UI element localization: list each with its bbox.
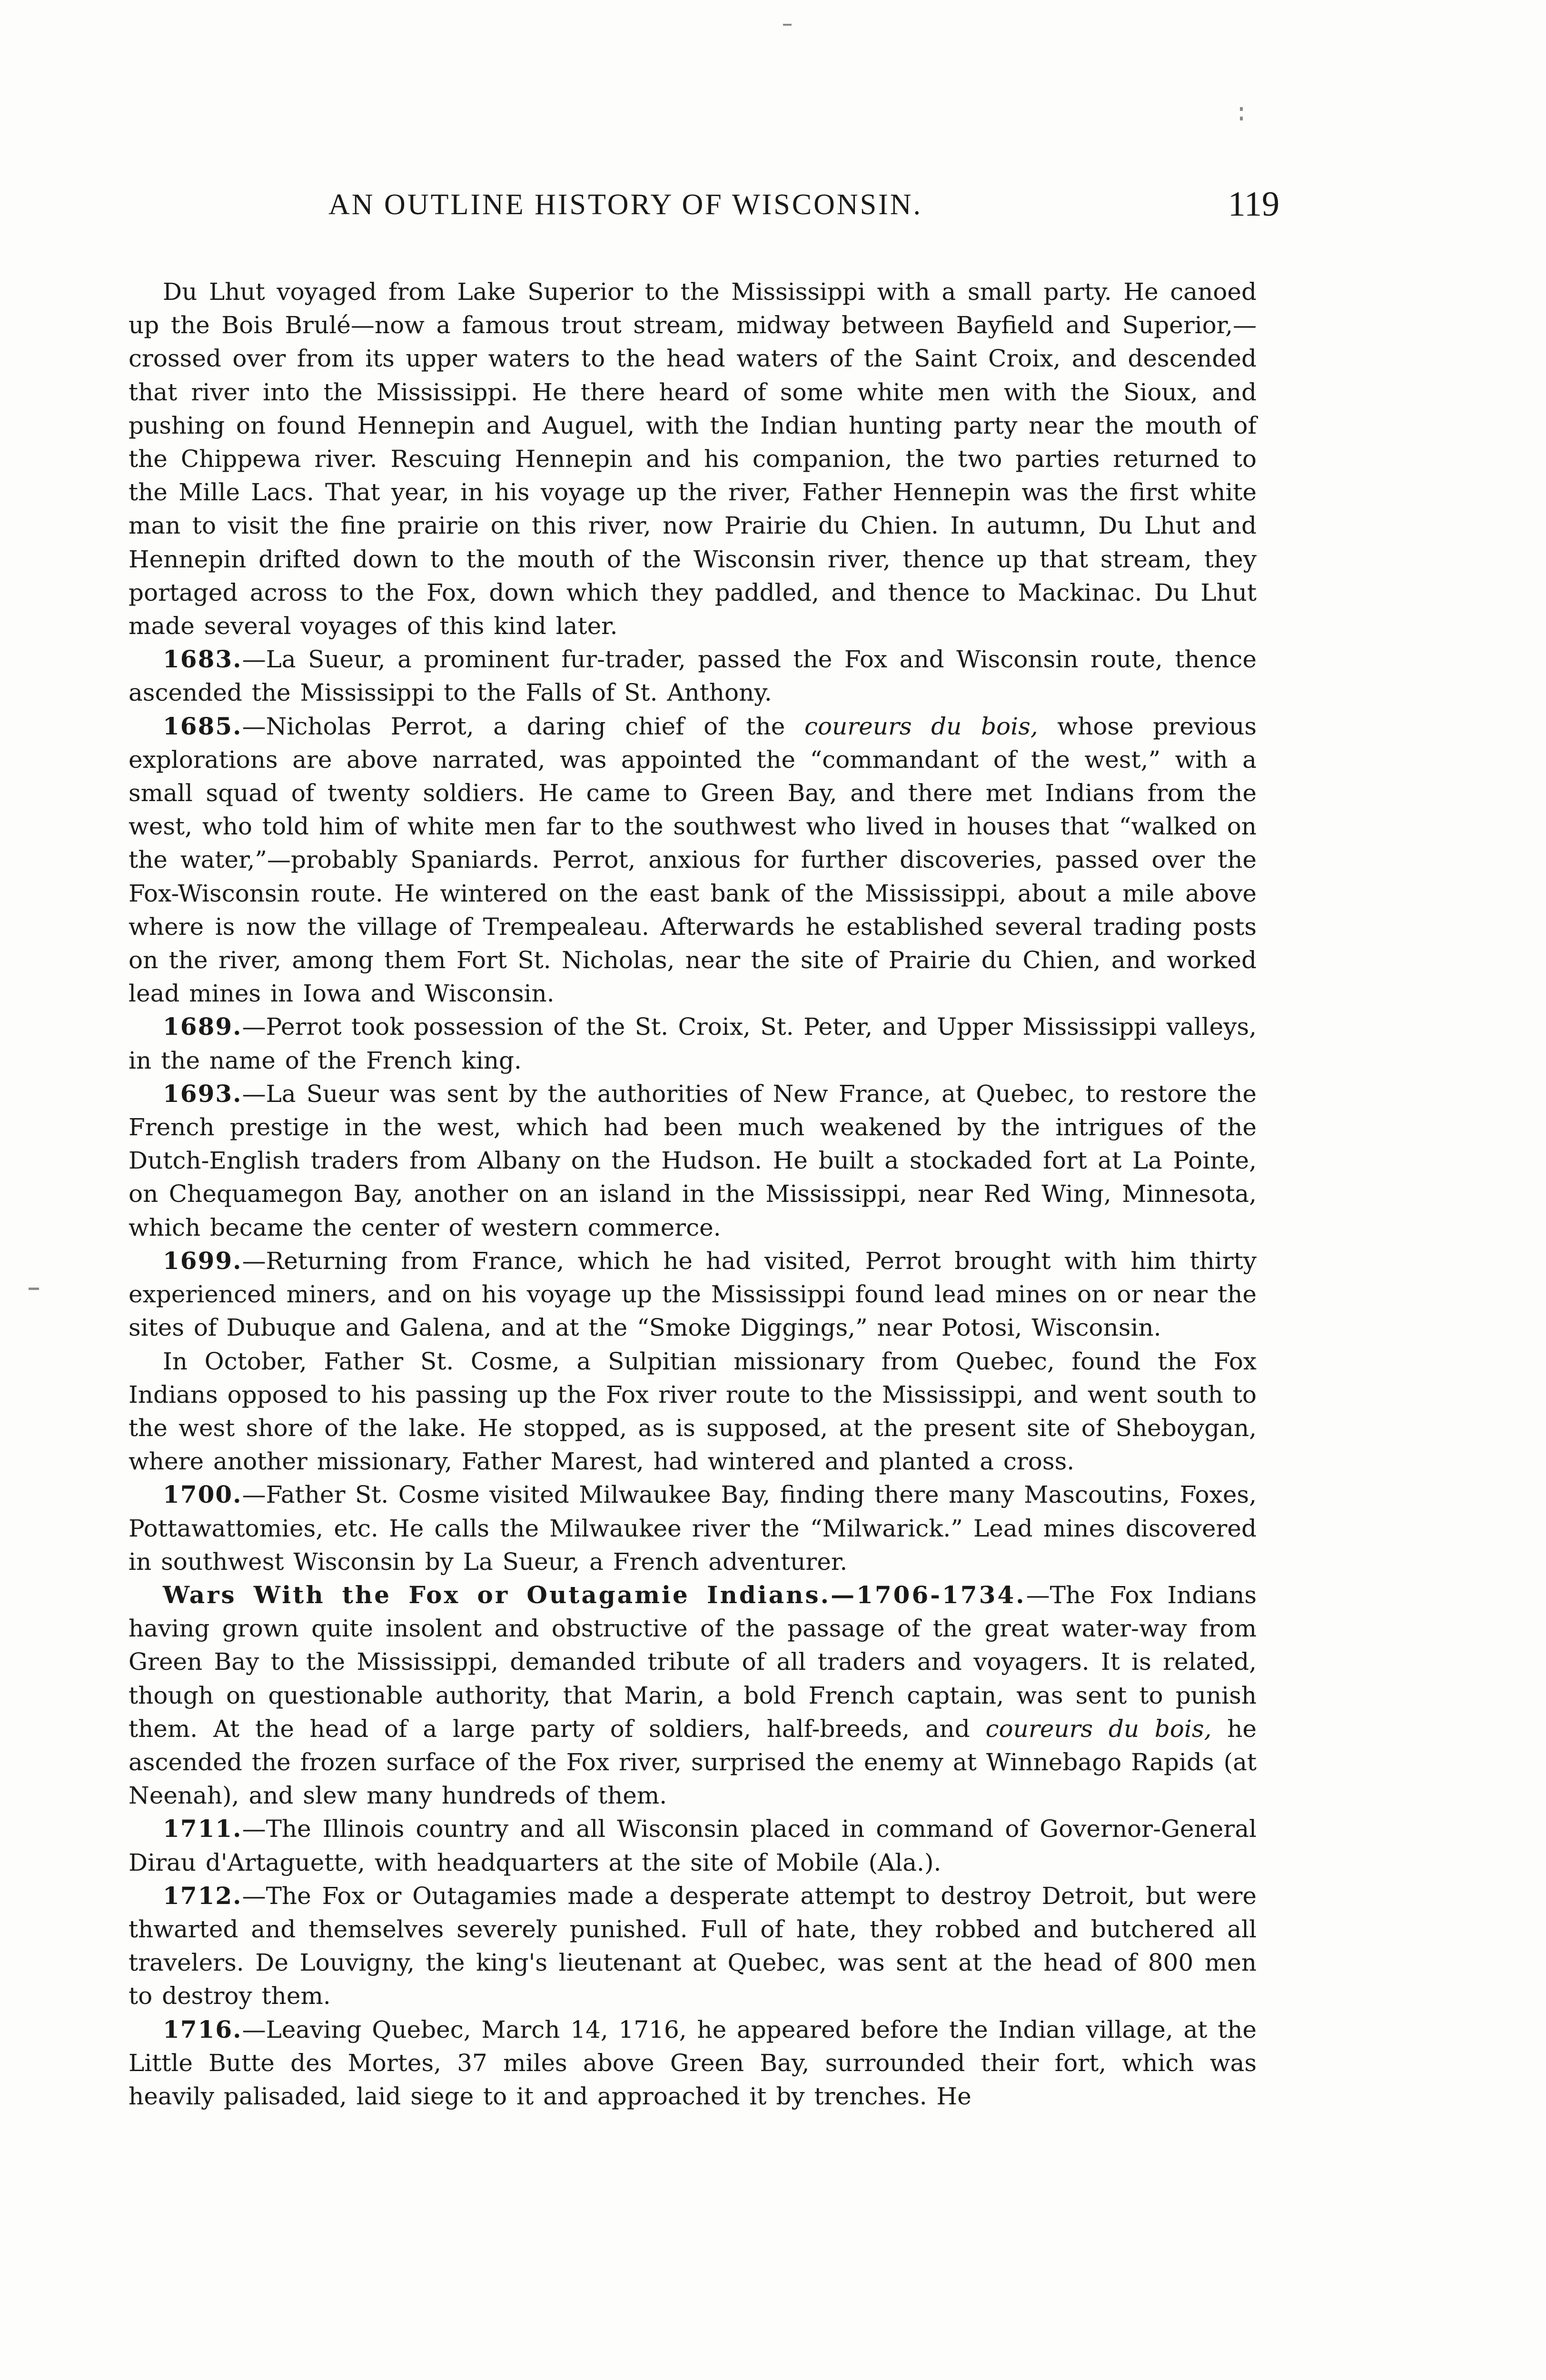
scan-speck	[1240, 107, 1243, 111]
paragraph-text: —La Sueur was sent by the authorities of New France, at Quebec, to restore the French prestige in the west, which had been much weakened by the intrigues of the Dutch-English traders from Albany on the Hudson. He built a stockaded fort at La Pointe, on Chequamegon Bay, another on an island in the Mississippi, near Red Wing, Minnesota, which became the center of western commerce.	[129, 1080, 1257, 1241]
paragraph-text: —La Sueur, a prominent fur-trader, passed the Fox and Wisconsin route, thence ascended the Mississippi to the Falls of St. Anthony.	[129, 645, 1257, 707]
paragraph-text: Du Lhut voyaged from Lake Superior to the Mississippi with a small party. He canoed up the Bois Brulé—now a famous trout stream, midway between Bayfield and Superior,—crossed over from its upper waters to the head waters of the Saint Croix, and descended that river into the Mississippi. He there heard of some white men with the Sioux, and pushing on found Hennepin and Auguel, with the Indian hunting party near the mouth of the Chippewa river. Rescuing Hennepin and his companion, the two parties returned to the Mille Lacs. That year, in his voyage up the river, Father Hennepin was the first white man to visit the fine prairie on this river, now Prairie du Chien. In autumn, Du Lhut and Hennepin drifted down to the mouth of the Wisconsin river, thence up that stream, they portaged across to the Fox, down which they paddled, and thence to Mackinac. Du Lhut made several voyages of this kind later.	[129, 278, 1257, 640]
paragraph-text: —Perrot took possession of the St. Croix, St. Peter, and Upper Mississippi valleys, in the name of the French king.	[129, 1013, 1257, 1074]
body-text	[129, 275, 1257, 2113]
italic-phrase: coureurs du bois,	[985, 1715, 1212, 1743]
paragraph-text: —The Fox Indians having grown quite insolent and obstructive of the passage of the great water-way from Green Bay to the Mississippi, demanded tribute of all traders and voyagers. It is related, though on questionable authority, that Marin, a bold French captain, was sent to punish them. At the head of a large party of soldiers, half-breeds, and	[129, 1581, 1257, 1743]
paragraph-1693	[129, 1077, 1257, 1244]
paragraph-1699	[129, 1244, 1257, 1345]
year-heading: 1683.	[163, 645, 242, 674]
paragraph-text: —Leaving Quebec, March 14, 1716, he appeared before the Indian village, at the Little Butte des Mortes, 37 miles above Green Bay, surrounded their fort, which was heavily palisaded, laid siege to it and approached it by trenches. He	[129, 2015, 1257, 2110]
paragraph-du-lhut-voyage	[129, 275, 1257, 643]
page-number: 119	[1228, 185, 1279, 224]
year-heading: 1699.	[163, 1246, 242, 1275]
year-heading: 1685.	[163, 712, 242, 740]
paragraph-1685	[129, 710, 1257, 1011]
year-heading: 1716.	[163, 2015, 242, 2043]
year-heading: 1689.	[163, 1012, 242, 1041]
paragraph-fox-wars	[129, 1578, 1257, 1812]
year-heading: 1693.	[163, 1079, 242, 1108]
paragraph-text: In October, Father St. Cosme, a Sulpitian missionary from Quebec, found the Fox Indians opposed to his passing up the Fox river route to the Mississippi, and went south to the west shore of the lake. He stopped, as is supposed, at the present site of Sheboygan, where another missionary, Father Marest, had wintered and planted a cross.	[129, 1347, 1257, 1476]
section-heading: Wars With the Fox or Outagamie Indians.—1706-1734.	[163, 1580, 1026, 1609]
paragraph-st-cosme	[129, 1345, 1257, 1478]
paragraph-text: —Father St. Cosme visited Milwaukee Bay, finding there many Mascoutins, Foxes, Pottawattomies, etc. He calls the Milwaukee river the “Milwarick.” Lead mines discovered in southwest Wisconsin by La Sueur, a French adventurer.	[129, 1481, 1257, 1576]
scan-speck	[783, 24, 792, 26]
paragraph-1716	[129, 2013, 1257, 2113]
paragraph-text: —Returning from France, which he had visited, Perrot brought with him thirty experienced miners, and on his voyage up the Mississippi found lead mines on or near the sites of Dubuque and Galena, and at the “Smoke Diggings,” near Potosi, Wisconsin.	[129, 1247, 1257, 1342]
paragraph-text-continued: he ascended the frozen surface of the Fox river, surprised the enemy at Winnebago Rapids (at Neenah), and slew many hundreds of them.	[129, 1715, 1257, 1810]
italic-phrase: coureurs du bois,	[804, 712, 1038, 740]
paragraph-text: —Nicholas Perrot, a daring chief of the	[242, 712, 804, 740]
year-heading: 1712.	[163, 1881, 242, 1910]
paragraph-1700	[129, 1478, 1257, 1578]
paragraph-text-continued: whose previous explorations are above narrated, was appointed the “commandant of the west,” with a small squad of twenty soldiers. He came to Green Bay, and there met Indians from the west, who told him of white men far to the southwest who lived in houses that “walked on the water,”—probably Spaniards. Perrot, anxious for further discoveries, passed over the Fox-Wisconsin route. He wintered on the east bank of the Mississippi, about a mile above where is now the village of Trempealeau. Afterwards he established several trading posts on the river, among them Fort St. Nicholas, near the site of Prairie du Chien, and worked lead mines in Iowa and Wisconsin.	[129, 712, 1257, 1008]
paragraph-text: —The Fox or Outagamies made a desperate attempt to destroy Detroit, but were thwarted and themselves severely punished. Full of hate, they robbed and butchered all travelers. De Louvigny, the king's lieutenant at Quebec, was sent at the head of 800 men to destroy them.	[129, 1882, 1257, 2010]
running-head-title: AN OUTLINE HISTORY OF WISCONSIN.	[328, 188, 923, 221]
year-heading: 1711.	[163, 1815, 242, 1843]
paragraph-1689	[129, 1010, 1257, 1077]
paragraph-1711	[129, 1812, 1257, 1879]
running-head	[328, 185, 1279, 231]
scan-speck	[1240, 117, 1243, 120]
paragraph-text: —The Illinois country and all Wisconsin placed in command of Governor-General Dirau d'Artaguette, with headquarters at the site of Mobile (Ala.).	[129, 1815, 1257, 1876]
scan-speck	[29, 1288, 39, 1290]
paragraph-1683	[129, 643, 1257, 709]
paragraph-1712	[129, 1879, 1257, 2013]
year-heading: 1700.	[163, 1480, 242, 1509]
